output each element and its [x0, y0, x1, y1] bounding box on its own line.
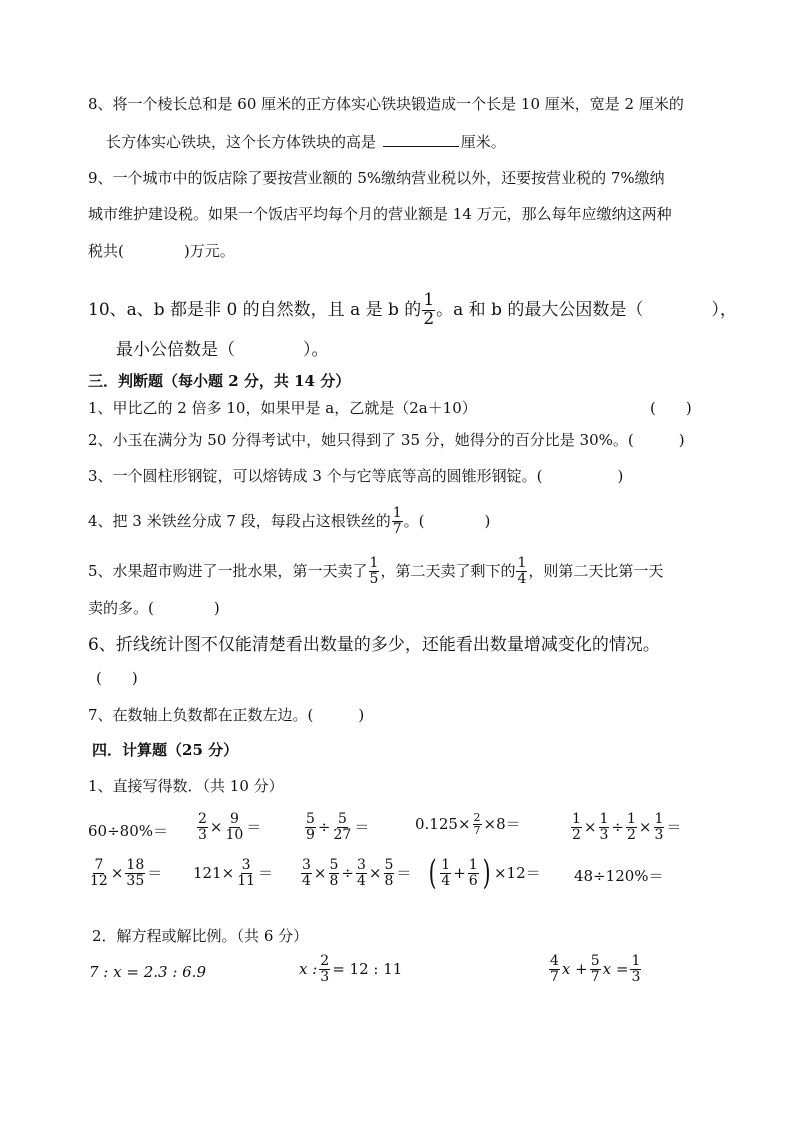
equation-3: [548, 954, 642, 984]
fraction: [549, 954, 560, 984]
fraction: [319, 954, 330, 984]
left-paren: (: [428, 853, 437, 893]
numerator: 1: [572, 811, 581, 827]
denominator: 6: [468, 872, 478, 889]
equals: ＝: [246, 818, 262, 837]
section-4-heading: 四．计算题（25 分）: [92, 741, 239, 759]
numerator: 1: [369, 555, 379, 571]
denominator: 7: [590, 968, 600, 985]
denominator: 27: [333, 826, 352, 843]
calc-1d: [414, 812, 522, 836]
operator: ×: [583, 818, 597, 837]
fraction: [333, 812, 353, 842]
judge-item-5: [88, 556, 663, 586]
calc-1b: [196, 812, 262, 842]
judge-item-6-paren[interactable]: ( ): [96, 669, 138, 687]
operator: +: [453, 864, 466, 882]
equation-text: 7 : x = 2.3 : 6.9: [89, 963, 206, 981]
numerator: 1: [631, 953, 641, 969]
judge-item-5-text-mid: ，第二天卖了剩下的: [380, 562, 516, 581]
operator: ÷: [317, 818, 331, 837]
denominator: 7: [550, 968, 559, 985]
calc-1c: [304, 812, 370, 842]
question-8-line-2: [106, 132, 506, 152]
calc-sub-1-text: 1、直接写得数．（共 10 分）: [88, 777, 284, 795]
numerator: 5: [337, 811, 347, 827]
numerator: 3: [302, 857, 311, 873]
equals: ＝: [396, 864, 412, 883]
calc-2a: [88, 858, 163, 888]
calc-sub-1: [88, 776, 284, 796]
denominator: 9: [306, 826, 315, 843]
expression-text: 121×: [193, 864, 235, 883]
denominator: 3: [320, 968, 330, 985]
numerator: 1: [441, 856, 451, 873]
fraction: [473, 812, 482, 836]
question-10-line-2: 最小公倍数是（ ）。: [116, 340, 329, 360]
right-paren: ): [482, 853, 491, 893]
question-10-line-1: [88, 292, 737, 329]
fraction: [516, 556, 527, 586]
judge-item-5-line-2: 卖的多。( ): [88, 599, 220, 617]
numerator: 1: [654, 811, 664, 827]
fraction: [571, 812, 582, 842]
operator: ×: [638, 818, 652, 837]
judge-item-3: 3、一个圆柱形钢锭，可以熔铸成 3 个与它等底等高的圆锥形钢锭。( ): [88, 467, 624, 485]
judge-item-4-text: 4、把 3 米铁丝分成 7 段，每段占这根铁丝的: [88, 512, 391, 531]
equation-text: x :: [299, 960, 318, 979]
equals: ＝: [147, 864, 163, 883]
fraction: [468, 858, 479, 888]
numerator: 3: [241, 857, 251, 873]
fraction: [197, 812, 208, 842]
question-8-line-1: 8、将一个棱长总和是 60 厘米的正方体实心铁块锻造成一个长是 10 厘米，宽是 2 厘米的: [88, 95, 684, 113]
fraction: [305, 812, 316, 842]
denominator: 3: [599, 826, 609, 843]
equation-text: = 12 : 11: [332, 960, 403, 979]
numerator: 1: [392, 505, 402, 521]
equals: ＝: [666, 818, 682, 837]
fraction: [630, 954, 641, 984]
fraction: [626, 812, 637, 842]
numerator: 4: [550, 953, 559, 969]
question-9-line-3: 税共( )万元。: [88, 242, 235, 260]
expression-text: ×12＝: [493, 864, 541, 882]
calc-sub-2: 2．解方程或解比例。（共 6 分）: [92, 927, 309, 945]
fraction: [392, 506, 403, 536]
denominator: 3: [654, 826, 664, 843]
denominator: 5: [369, 570, 379, 587]
numerator: 3: [357, 857, 366, 873]
denominator: 2: [627, 826, 636, 843]
calc-2c: [300, 858, 412, 888]
judge-item-5-text-post: ，则第二天比第一天: [528, 562, 664, 581]
calc-2d: [426, 853, 542, 893]
numerator: 5: [590, 953, 600, 969]
numerator: 1: [627, 811, 636, 827]
fraction: [590, 954, 601, 984]
denominator: 8: [384, 872, 394, 889]
denominator: 11: [237, 872, 256, 889]
denominator: 4: [517, 570, 527, 587]
numerator: 5: [329, 857, 339, 873]
judge-item-1-text: 1、甲比乙的 2 倍多 10，如果甲是 a，乙就是（2a＋10）: [88, 399, 477, 417]
equation-2: [298, 954, 403, 984]
operator: ÷: [611, 818, 624, 837]
operator: ×: [313, 864, 327, 883]
expression-text: 0.125×: [415, 815, 471, 834]
fraction: [422, 292, 435, 329]
judge-item-1: [88, 398, 692, 418]
numerator: 1: [517, 555, 527, 571]
fraction: [356, 858, 367, 888]
judge-item-1-paren[interactable]: ( ): [650, 399, 692, 417]
numerator: 7: [94, 857, 104, 873]
section-3-heading: 三．判断题（每小题 2 分，共 14 分）: [88, 372, 351, 390]
numerator: 1: [468, 856, 478, 873]
question-10-text: 10、a、b 都是非 0 的自然数，且 a 是 b 的: [88, 300, 422, 321]
fraction: [125, 858, 145, 888]
denominator: 7: [473, 823, 481, 837]
calc-2e: 48÷120%＝: [574, 867, 664, 885]
denominator: 4: [302, 872, 311, 889]
question-9-line-2: 城市维护建设税。如果一个饭店平均每个月的营业额是 14 万元，那么每年应缴纳这两种: [88, 205, 672, 223]
numerator: 1: [423, 290, 435, 310]
judge-item-7: 7、在数轴上负数都在正数左边。( ): [88, 706, 365, 724]
fraction: [384, 858, 395, 888]
denominator: 4: [441, 872, 451, 889]
judge-item-2: 2、小玉在满分为 50 分得考试中，她只得到了 35 分，她得分的百分比是 30%。( ): [88, 431, 685, 449]
fraction: [301, 858, 312, 888]
numerator: 5: [384, 857, 394, 873]
equation-1: [88, 962, 207, 982]
fraction: [236, 858, 256, 888]
operator: ×: [209, 818, 223, 837]
equation-text: x +: [561, 960, 588, 979]
numerator: 2: [473, 811, 481, 824]
calc-1a: 60÷80%＝: [88, 822, 168, 840]
denominator: 10: [225, 826, 244, 843]
numerator: 5: [306, 811, 315, 827]
expression-text: ×8＝: [483, 815, 521, 834]
fraction: [369, 556, 380, 586]
denominator: 35: [126, 872, 145, 889]
fraction: [599, 812, 610, 842]
judge-item-5-text: 5、水果超市购进了一批水果，第一天卖了: [88, 562, 368, 581]
judge-item-4-paren: 。( ): [403, 512, 491, 531]
question-8-unit: 厘米。: [460, 133, 506, 151]
operator: ×: [110, 864, 124, 883]
denominator: 3: [198, 826, 207, 843]
denominator: 7: [392, 520, 402, 537]
operator: ×: [368, 864, 382, 883]
calc-1e: [570, 812, 682, 842]
numerator: 2: [320, 953, 330, 969]
numerator: 9: [229, 811, 239, 827]
fraction: [329, 858, 340, 888]
answer-blank[interactable]: [383, 132, 459, 147]
calc-2b: [192, 858, 274, 888]
denominator: 2: [423, 308, 435, 329]
numerator: 18: [126, 857, 145, 873]
numerator: 2: [198, 811, 207, 827]
fraction: [89, 858, 109, 888]
denominator: 8: [329, 872, 339, 889]
question-8-text: 长方体实心铁块，这个长方体铁块的高是: [106, 133, 377, 151]
equals: ＝: [354, 818, 370, 837]
equation-text: x =: [602, 960, 629, 979]
fraction: [440, 858, 451, 888]
denominator: 3: [631, 968, 641, 985]
equals: ＝: [258, 864, 274, 883]
fraction: [225, 812, 245, 842]
operator: ÷: [341, 864, 354, 883]
question-10-text-post: 。a 和 b 的最大公因数是（ ），: [436, 300, 737, 321]
judge-item-6: 6、折线统计图不仅能清楚看出数量的多少，还能看出数量增减变化的情况。: [88, 635, 660, 655]
denominator: 2: [572, 826, 581, 843]
question-9-line-1: 9、一个城市中的饭店除了要按营业额的 5%缴纳营业税以外，还要按营业税的 7%缴纳: [88, 169, 665, 187]
denominator: 4: [357, 872, 366, 889]
fraction: [654, 812, 665, 842]
numerator: 1: [599, 811, 609, 827]
denominator: 12: [90, 872, 108, 889]
judge-item-4: [88, 506, 490, 536]
